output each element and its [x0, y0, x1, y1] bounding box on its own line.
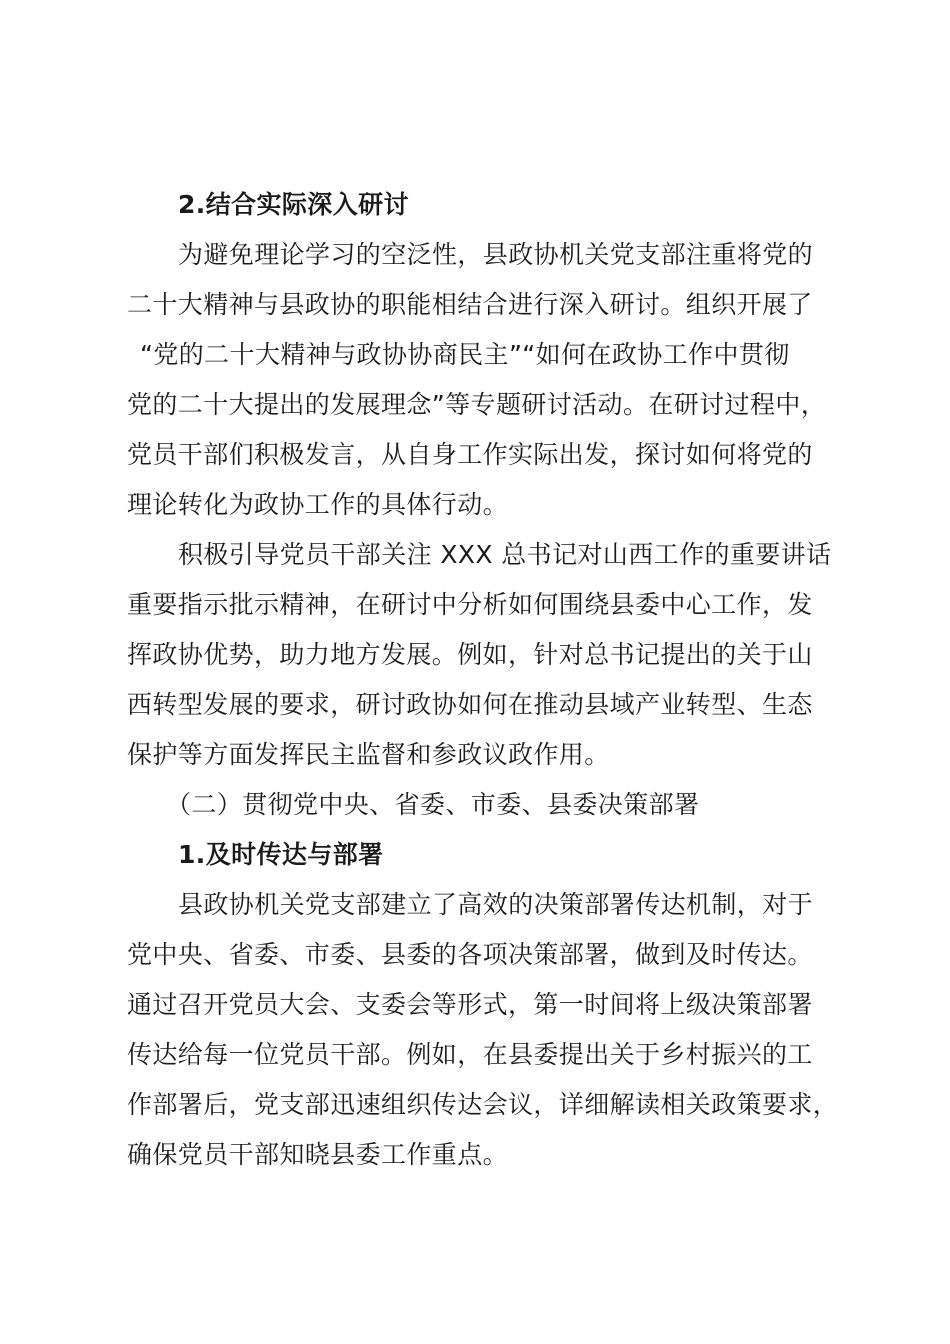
paragraph-line: 重要指示批示精神，在研讨中分析如何围绕县委中心工作，发 [127, 590, 813, 619]
paragraph-line: 县政协机关党支部建立了高效的决策部署传达机制，对于 [178, 890, 814, 919]
paragraph-line: 党中央、省委、市委、县委的各项决策部署，做到及时传达。 [127, 940, 813, 969]
paragraph-line: 党的二十大提出的发展理念”等专题研讨活动。在研讨过程中， [127, 390, 827, 419]
paragraph-line: 为避免理论学习的空泛性，县政协机关党支部注重将党的 [178, 240, 814, 269]
paragraph-line: “党的二十大精神与政协协商民主”“如何在政协工作中贯彻 [140, 340, 790, 369]
subheading-timely-communication: 1.及时传达与部署 [178, 840, 384, 869]
paragraph-line: 通过召开党员大会、支委会等形式，第一时间将上级决策部署 [127, 990, 813, 1019]
subheading-deep-discussion: 2.结合实际深入研讨 [178, 190, 409, 219]
section-heading: （二）贯彻党中央、省委、市委、县委决策部署 [166, 790, 700, 819]
paragraph-line: 传达给每一位党员干部。例如，在县委提出关于乡村振兴的工 [127, 1040, 813, 1069]
paragraph-line: 保护等方面发挥民主监督和参政议政作用。 [127, 740, 610, 769]
paragraph-line: 积极引导党员干部关注 XXX 总书记对山西工作的重要讲话 [178, 540, 832, 569]
paragraph-line: 作部署后，党支部迅速组织传达会议，详细解读相关政策要求， [127, 1090, 839, 1119]
paragraph-line: 二十大精神与县政协的职能相结合进行深入研讨。组织开展了 [127, 290, 813, 319]
paragraph-line: 挥政协优势，助力地方发展。例如，针对总书记提出的关于山 [127, 640, 813, 669]
paragraph-line: 确保党员干部知晓县委工作重点。 [127, 1140, 509, 1169]
paragraph-line: 西转型发展的要求，研讨政协如何在推动县域产业转型、生态 [127, 690, 813, 719]
paragraph-line: 理论转化为政协工作的具体行动。 [127, 490, 509, 519]
paragraph-line: 党员干部们积极发言，从自身工作实际出发，探讨如何将党的 [127, 440, 813, 469]
